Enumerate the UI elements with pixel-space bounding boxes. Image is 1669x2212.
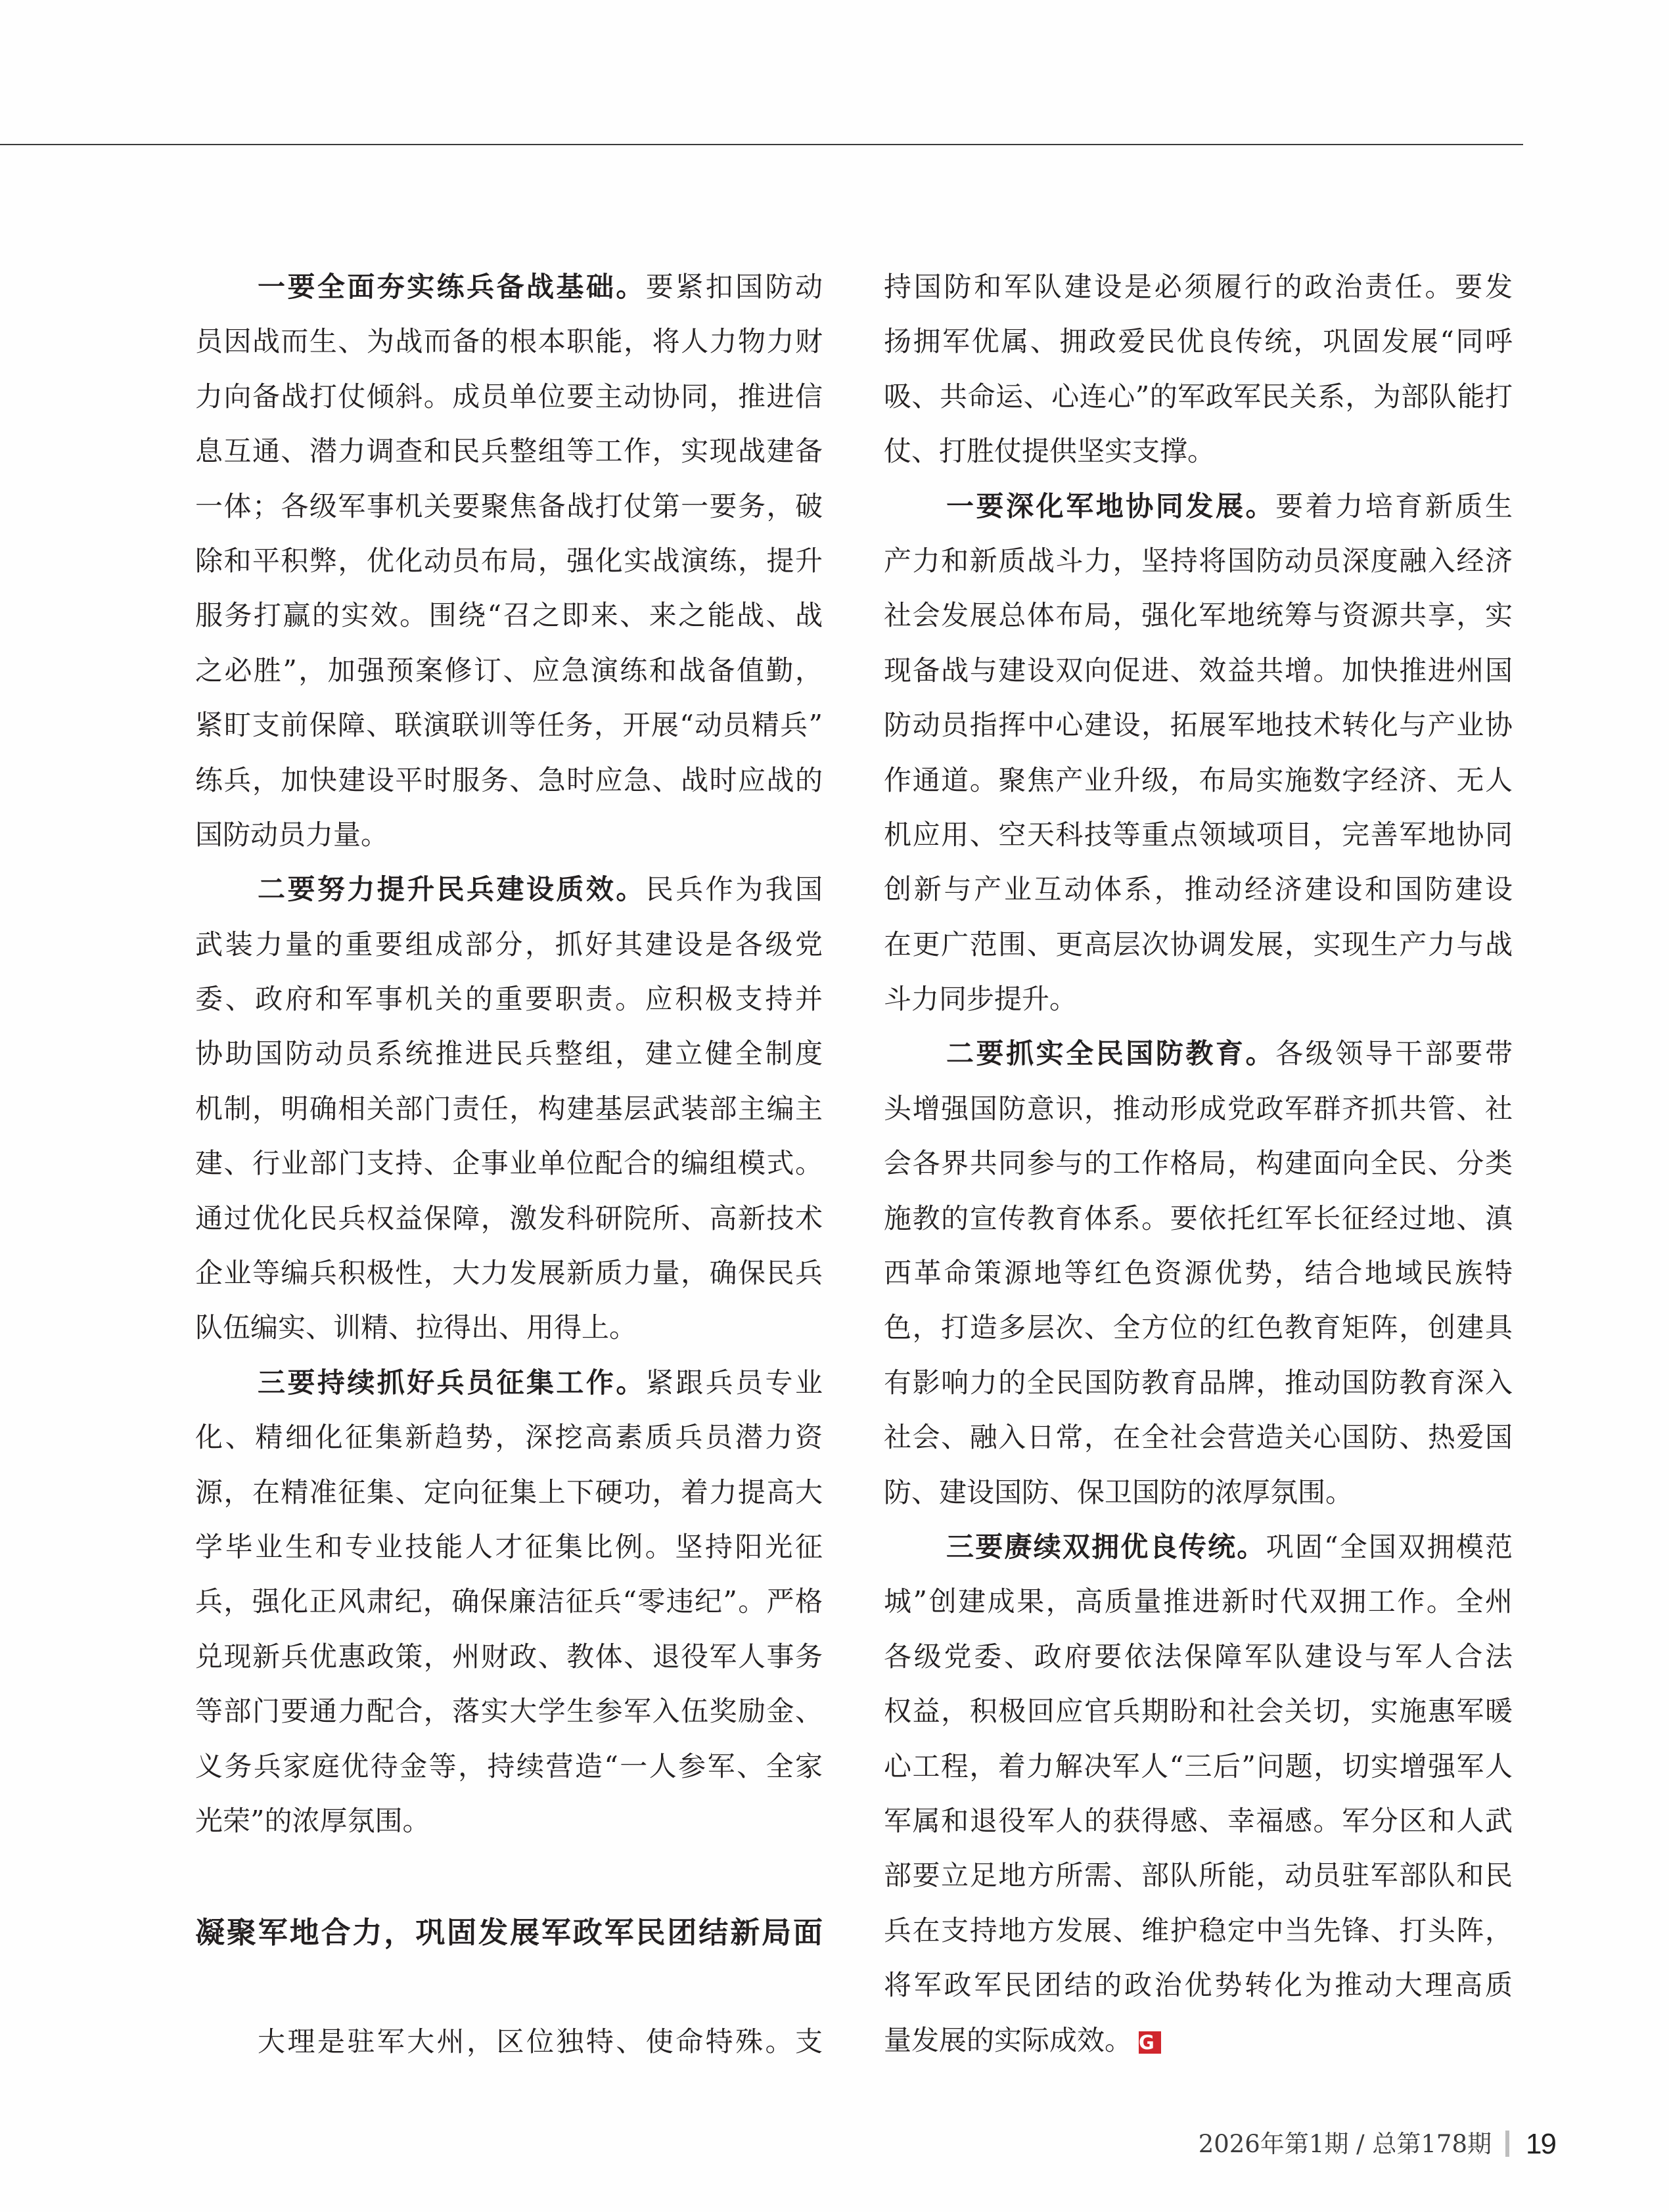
text-line [884,1081,1513,1136]
line-text: 力向备战打仗倾斜。成员单位要主动协同，推进信 [195,380,823,413]
line-text: 西革命策源地等红色资源优势，结合地域民族特 [884,1257,1513,1290]
text-line [195,698,823,752]
line-text: 兵，强化正风肃纪，确保廉洁征兵“零违纪”。严格 [195,1585,823,1618]
line-text: 等部门要通力配合，落实大学生参军入伍奖励金、 [195,1695,823,1728]
paragraph [884,1026,1513,1520]
end-mark-icon: G [1139,2031,1161,2054]
line-text: 紧盯支前保障、联演联训等任务，开展“动员精兵” [195,709,823,742]
text-line [195,369,823,424]
text-line [884,1136,1513,1190]
text-line [884,260,1513,314]
text-line [195,533,823,588]
text-line [884,1300,1513,1355]
line-text: 量发展的实际成效。 [884,2023,1133,2056]
text-line [884,917,1513,972]
line-text: 在更广范围、更高层次协调发展，实现生产力与战 [884,928,1513,960]
line-text: 民兵作为我国 [645,873,823,906]
line-text: 社会发展总体布局，强化军地统筹与资源共享，实 [884,599,1513,632]
line-text: 源，在精准征集、定向征集上下硬功，着力提高大 [195,1476,823,1508]
text-line [195,643,823,698]
text-line [884,862,1513,916]
line-text: 企业等编兵积极性，大力发展新质力量，确保民兵 [195,1257,823,1290]
text-line [884,1739,1513,1794]
line-text: 机制，明确相关部门责任，构建基层武装部主编主 [195,1092,823,1125]
text-line [195,1794,823,1848]
line-text: 仗、打胜仗提供坚实支撑。 [884,435,1216,468]
text-line [195,972,823,1026]
text-line [884,1246,1513,1300]
line-text: 之必胜”，加强预案修订、应急演练和战备值勤， [195,654,823,687]
line-text: 要着力培育新质生 [1275,489,1513,522]
line-text: 军属和退役军人的获得感、幸福感。军分区和人武 [884,1804,1513,1837]
line-text: 斗力同步提升。 [884,983,1078,1016]
paragraph [195,1355,823,1849]
line-text: 练兵，加快建设平时服务、急时应急、战时应战的 [195,763,823,796]
right-column [884,260,1513,2067]
line-text: 有影响力的全民国防教育品牌，推动国防教育深入 [884,1366,1513,1399]
footer-divider [1505,2131,1509,2157]
line-text: 服务打赢的实效。围绕“召之即来、来之能战、战 [195,599,823,632]
line-text: 大理是驻军大州，区位独特、使命特殊。支 [258,2025,823,2058]
text-line [884,2013,1513,2067]
text-line [195,1465,823,1520]
paragraph-lead: 一要全面夯实练兵备战基础。 [258,271,646,303]
line-text: 产力和新质战斗力，坚持将国防动员深度融入经济 [884,544,1513,577]
text-line [884,1355,1513,1410]
text-line [884,972,1513,1026]
text-line [884,1026,1513,1081]
line-text: 各级党委、政府要依法保障军队建设与军人合法 [884,1640,1513,1673]
text-line [195,1520,823,1574]
text-line [884,1958,1513,2012]
text-line [884,1629,1513,1684]
line-text: 义务兵家庭优待金等，持续营造“一人参军、全家 [195,1749,823,1782]
line-text: 防、建设国防、保卫国防的浓厚氛围。 [884,1476,1354,1508]
text-line [884,533,1513,588]
line-text: 委、政府和军事机关的重要职责。应积极支持并 [195,983,823,1016]
text-line [195,753,823,807]
text-line [195,1629,823,1684]
text-line [884,1520,1513,1574]
line-text: 现备战与建设双向促进、效益共增。加快推进州国 [884,654,1513,687]
line-text: 持国防和军队建设是必须履行的政治责任。要发 [884,271,1513,303]
text-line [884,807,1513,862]
line-text: 机应用、空天科技等重点领域项目，完善军地协同 [884,818,1513,851]
line-text: 建、行业部门支持、企事业单位配合的编组模式。 [195,1147,823,1180]
paragraph-lead: 三要赓续双拥优良传统。 [946,1530,1266,1563]
line-text: 兑现新兵优惠政策，州财政、教体、退役军人事务 [195,1640,823,1673]
line-text: 创新与产业互动体系，推动经济建设和国防建设 [884,873,1513,906]
line-text: 光荣”的浓厚氛围。 [195,1804,430,1837]
line-text: 武装力量的重要组成部分，抓好其建设是各级党 [195,928,823,960]
text-line [195,1081,823,1136]
line-text: 会各界共同参与的工作格局，构建面向全民、分类 [884,1147,1513,1180]
text-line [195,1574,823,1629]
line-text: 吸、共命运、心连心”的军政军民关系，为部队能打 [884,380,1513,413]
text-line [884,643,1513,698]
line-text: 巩固“全国双拥模范 [1266,1530,1513,1563]
paragraph [195,2014,823,2069]
line-text: 要紧扣国防动 [645,271,823,303]
text-line [884,1574,1513,1629]
text-line [884,1191,1513,1246]
line-text: 各级领导干部要带 [1275,1037,1513,1070]
line-text: 城”创建成果，高质量推进新时代双拥工作。全州 [884,1585,1513,1618]
text-line [884,588,1513,643]
text-line [884,1465,1513,1520]
line-text: 员因战而生、为战而备的根本职能，将人力物力财 [195,325,823,358]
text-line [195,1246,823,1300]
text-line [884,314,1513,369]
line-text: 一体；各级军事机关要聚焦备战打仗第一要务，破 [195,489,823,522]
text-line [195,588,823,643]
left-column [195,260,823,2069]
text-line [195,1136,823,1190]
line-text: 防动员指挥中心建设，拓展军地技术转化与产业协 [884,709,1513,742]
text-line [195,1739,823,1794]
line-text: 息互通、潜力调查和民兵整组等工作，实现战建备 [195,435,823,468]
text-line [884,424,1513,478]
line-text: 部要立足地方所需、部队所能，动员驻军部队和民 [884,1859,1513,1892]
line-text: 色，打造多层次、全方位的红色教育矩阵，创建具 [884,1311,1513,1344]
paragraph-lead: 二要努力提升民兵建设质效。 [258,873,646,906]
header-rule [0,144,1523,145]
text-line [195,260,823,314]
line-text: 通过优化民兵权益保障，激发科研院所、高新技术 [195,1202,823,1234]
text-line [195,424,823,478]
text-line [195,1026,823,1081]
line-text: 头增强国防意识，推动形成党政军群齐抓共管、社 [884,1092,1513,1125]
line-text: 国防动员力量。 [195,818,389,851]
paragraph-lead: 一要深化军地协同发展。 [946,489,1276,522]
line-text: 协助国防动员系统推进民兵整组，建立健全制度 [195,1037,823,1070]
line-text: 学毕业生和专业技能人才征集比例。坚持阳光征 [195,1530,823,1563]
line-text: 心工程，着力解决军人“三后”问题，切实增强军人 [884,1749,1513,1782]
text-line [884,369,1513,424]
line-text: 将军政军民团结的政治优势转化为推动大理高质 [884,1969,1513,2002]
text-line [195,862,823,916]
paragraph [884,260,1513,479]
section-heading: 凝聚军地合力，巩固发展军政军民团结新局面 [195,1914,823,1950]
text-line [195,314,823,369]
text-line [884,479,1513,533]
paragraph [884,479,1513,1027]
text-line [884,1410,1513,1464]
line-text: 队伍编实、训精、拉得出、用得上。 [195,1311,637,1344]
text-line [195,1684,823,1738]
text-line [195,2014,823,2069]
text-line [884,698,1513,752]
text-line [195,807,823,862]
paragraph-lead: 三要持续抓好兵员征集工作。 [258,1366,646,1399]
paragraph [195,260,823,862]
line-text: 扬拥军优属、拥政爱民优良传统，巩固发展“同呼 [884,325,1513,358]
line-text: 施教的宣传教育体系。要依托红军长征经过地、滇 [884,1202,1513,1234]
text-line [884,1903,1513,1958]
issue-info: 2026年第1期 / 总第178期 [1198,2130,1492,2158]
paragraph [195,862,823,1355]
text-line [195,1191,823,1246]
text-line [195,479,823,533]
line-text: 权益，积极回应官兵期盼和社会关切，实施惠军暖 [884,1695,1513,1728]
text-line [195,1410,823,1464]
text-line [884,1794,1513,1848]
paragraph-lead: 二要抓实全民国防教育。 [946,1037,1276,1070]
line-text: 社会、融入日常，在全社会营造关心国防、热爱国 [884,1421,1513,1454]
text-line [195,1355,823,1410]
line-text: 兵在支持地方发展、维护稳定中当先锋、打头阵， [884,1914,1513,1947]
text-line [195,917,823,972]
text-line [884,1684,1513,1738]
paragraph [884,1520,1513,2067]
line-text: 除和平积弊，优化动员布局，强化实战演练，提升 [195,544,823,577]
line-text: 化、精细化征集新趋势，深挖高素质兵员潜力资 [195,1421,823,1454]
line-text: 作通道。聚焦产业升级，布局实施数字经济、无人 [884,763,1513,796]
text-line [884,1848,1513,1903]
text-line [195,1300,823,1355]
line-text: 紧跟兵员专业 [645,1366,823,1399]
text-line [884,753,1513,807]
page-number: 19 [1526,2128,1555,2160]
